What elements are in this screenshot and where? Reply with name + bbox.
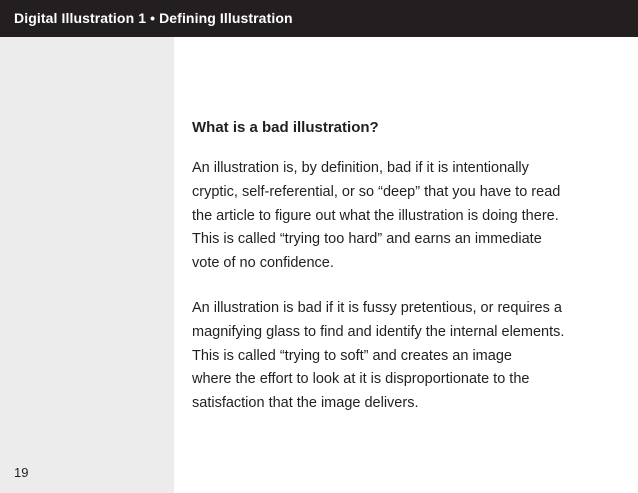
text-line: satisfaction that the image delivers. <box>192 395 419 412</box>
slide-title: Digital Illustration 1 • Defining Illustration <box>14 10 293 26</box>
text-line: cryptic, self-referential, or so “deep” that you have to read <box>192 183 561 200</box>
text-line: where the effort to look at it is disproportionate to the <box>192 371 530 388</box>
paragraph <box>192 157 628 276</box>
text-line: the article to figure out what the illustration is doing there. <box>192 207 559 224</box>
text-line: magnifying glass to find and identify the internal elements. <box>192 323 565 340</box>
header-bar <box>0 0 638 37</box>
slide-content <box>192 118 628 416</box>
section-heading: What is a bad illustration? <box>192 119 379 136</box>
page-number: 19 <box>14 465 29 480</box>
text-line: An illustration is bad if it is fussy pretentious, or requires a <box>192 299 562 316</box>
text-line: An illustration is, by definition, bad if it is intentionally <box>192 160 529 176</box>
text-line: This is called “trying too hard” and earns an immediate <box>192 231 542 248</box>
paragraph <box>192 297 628 416</box>
text-line: This is called “trying to soft” and creates an image <box>192 347 512 364</box>
text-line: vote of no confidence. <box>192 255 334 272</box>
left-sidebar-panel <box>0 37 174 493</box>
